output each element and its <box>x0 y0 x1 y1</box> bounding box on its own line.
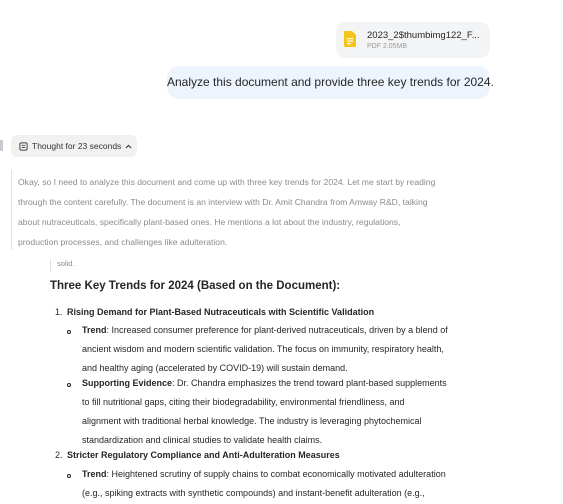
bullet-line: standardization and clinical studies to validate health claims. <box>82 435 323 445</box>
bullet-marker <box>67 383 71 387</box>
reasoning-border <box>50 259 51 271</box>
thought-toggle-button[interactable] <box>11 135 137 157</box>
thought-label: Thought for 23 seconds <box>32 141 122 151</box>
pdf-file-icon <box>344 31 356 47</box>
bullet-label: Supporting Evidence <box>82 378 173 388</box>
reasoning-border <box>11 170 12 250</box>
bullet-line: to fill nutritional gaps, citing their biodegradability, environmental friendliness, and <box>82 397 405 407</box>
reasoning-line: production processes, and challenges like adulteration. <box>18 237 228 247</box>
attachment-card[interactable] <box>336 22 490 58</box>
reasoning-line: through the content carefully. The document is an interview with Dr. Amit Chandra from Amway R&D, talking <box>18 197 428 207</box>
bullet-label: Trend <box>82 325 107 335</box>
bullet-line: ancient wisdom and modern scientific validation. The focus on immunity, respiratory health, <box>82 344 444 354</box>
bullet-line: : Heightened scrutiny of supply chains to combat economically motivated adulteration <box>106 469 446 479</box>
attachment-file-name: 2023_2$thumbimg122_F... <box>367 30 480 41</box>
bullet-label: Trend <box>82 469 107 479</box>
trend-heading-text: Rising Demand for Plant-Based Nutraceuticals with Scientific Validation <box>67 307 375 317</box>
reasoning-line: Okay, so I need to analyze this document and come up with three key trends for 2024. Let me start by reading <box>18 177 436 187</box>
reasoning-text <box>18 172 488 252</box>
chevron-up-icon <box>125 144 132 149</box>
thought-icon <box>19 142 28 151</box>
trend-heading-text: Stricter Regulatory Compliance and Anti-Adulteration Measures <box>67 450 340 460</box>
bullet-line: : Increased consumer preference for plant-derived nutraceuticals, driven by a blend of <box>106 325 448 335</box>
reasoning-line: about nutraceuticals, specifically plant-based ones. He mentions a lot about the industry, regulations, <box>18 217 401 227</box>
trend-heading <box>55 307 374 317</box>
bullet-line: : Dr. Chandra emphasizes the trend toward plant-based supplements <box>172 378 447 388</box>
bullet-line: alignment with traditional herbal knowledge. The industry is leveraging phytochemical <box>82 416 422 426</box>
attachment-file-meta: PDF 2.05MB <box>367 43 408 50</box>
trend-number: 2. <box>55 450 63 460</box>
message-edge-marker <box>0 140 3 151</box>
bullet-line: and healthy aging (accelerated by COVID-19) will sustain demand. <box>82 363 348 373</box>
user-message-bubble: Analyze this document and provide three key trends for 2024. <box>167 66 490 99</box>
bullet-line: (e.g., spiking extracts with synthetic compounds) and instant-benefit adulteration (e.g., <box>82 488 425 498</box>
trend-number: 1. <box>55 307 63 317</box>
reasoning-tail: solid. <box>57 259 75 268</box>
bullet-marker <box>67 330 71 334</box>
trend-heading <box>55 450 340 460</box>
answer-title: Three Key Trends for 2024 (Based on the Document): <box>50 280 341 292</box>
bullet-marker <box>67 474 71 478</box>
